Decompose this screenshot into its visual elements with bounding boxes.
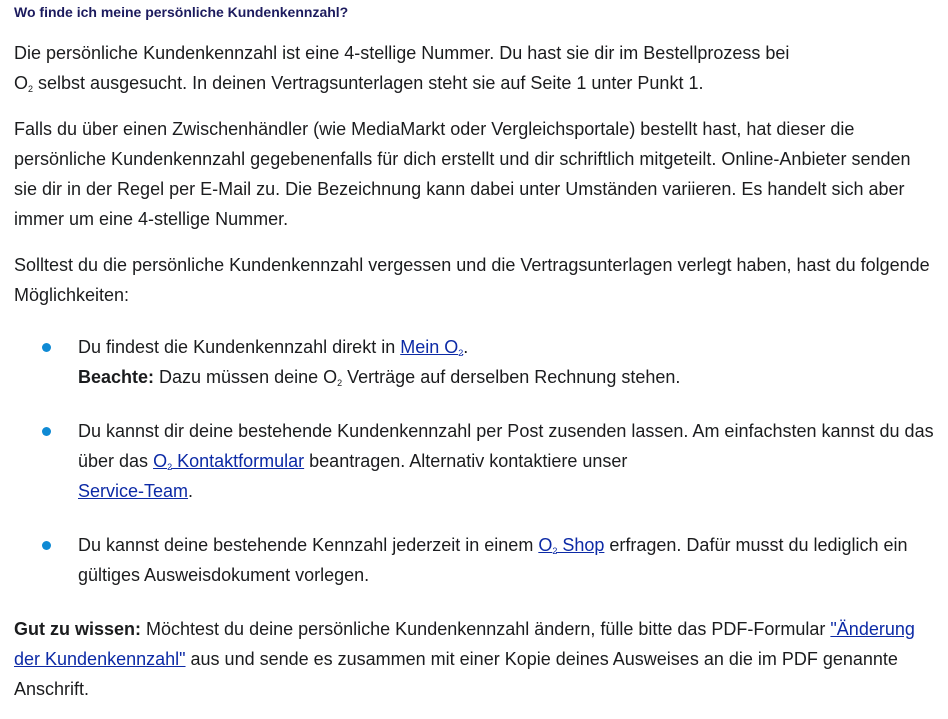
mein-o2-link-text: Mein O (400, 337, 459, 357)
shop-link-rest: Shop (557, 535, 605, 555)
good-to-know-paragraph (14, 614, 934, 704)
good-to-know-text-b: aus und sende es zusammen mit einer Kopie deines Ausweises an die im PDF genannte Anschrift. (14, 649, 898, 699)
option1-note-b: Verträge auf derselben Rechnung stehen. (342, 367, 681, 387)
contact-link-o: O (153, 451, 168, 471)
good-to-know-text-a: Möchtest du deine persönliche Kundenkennzahl ändern, fülle bitte das PDF-Formular (141, 619, 831, 639)
option1-note-a: Dazu müssen deine O (154, 367, 338, 387)
faq-question-heading: Wo finde ich meine persönliche Kundenkennzahl? (14, 4, 349, 20)
intro-text-b: selbst ausgesucht. In deinen Vertragsunterlagen steht sie auf Seite 1 unter Punkt 1. (33, 73, 704, 93)
intro-text-a: Die persönliche Kundenkennzahl ist eine 4-stellige Nummer. Du hast sie dir im Bestellprozess bei (14, 43, 790, 63)
option3-after: erfragen. Dafür musst du lediglich ein gültiges Ausweisdokument vorlegen. (78, 535, 908, 585)
shop-link-o: O (538, 535, 553, 555)
list-item (14, 416, 934, 506)
option1-after: . (463, 337, 469, 357)
contact-link-rest: Kontaktformular (172, 451, 305, 471)
o2-shop-link[interactable] (538, 535, 604, 555)
intro-paragraph (14, 38, 934, 98)
mein-o2-link-sub: 2 (458, 348, 464, 358)
good-to-know-label: Gut zu wissen: (14, 619, 142, 639)
option1-note-label: Beachte: (78, 367, 155, 387)
option1-text: Du findest die Kundenkennzahl direkt in (78, 337, 401, 357)
bullet-icon (42, 541, 51, 550)
options-intro-paragraph: Solltest du die persönliche Kundenkennzahl vergessen und die Vertragsunterlagen verlegt haben, hast du folgende Möglichkeiten: (14, 255, 930, 305)
change-code-pdf-link[interactable]: "Änderung der Kundenkennzahl" (14, 619, 915, 669)
option2-text: Du kannst dir deine bestehende Kundenkennzahl per Post zusenden lassen. Am einfachsten kannst du das über das (78, 421, 934, 471)
option2-after: . (188, 481, 194, 501)
list-item (14, 332, 934, 392)
list-item (14, 530, 934, 590)
shop-link-sub: 2 (552, 546, 558, 556)
reseller-paragraph: Falls du über einen Zwischenhändler (wie MediaMarkt oder Vergleichsportale) bestellt hast, hat dieser die persönliche Kundenkennzahl gegebenenfalls für dich erstellt und dir schriftlich mitgeteilt. Online-Anbieter senden sie dir in der Regel per E-Mail zu. Die Bezeichnung kann dabei unter Umständen variieren. Es handelt sich aber immer um eine 4-stellige Nummer. (14, 119, 911, 229)
option3-text: Du kannst deine bestehende Kennzahl jederzeit in einem (78, 535, 539, 555)
bullet-icon (42, 343, 51, 352)
mein-o2-link[interactable] (400, 337, 463, 357)
intro-o2-text: O (14, 73, 29, 93)
service-team-link[interactable]: Service-Team (78, 481, 189, 501)
o2-contact-form-link[interactable] (153, 451, 304, 471)
contact-link-sub: 2 (167, 462, 173, 472)
options-list (14, 332, 934, 590)
intro-o2-sub: 2 (28, 84, 34, 94)
option2-middle: beantragen. Alternativ kontaktiere unser (304, 451, 628, 471)
option1-note-sub: 2 (337, 378, 343, 388)
bullet-icon (42, 427, 51, 436)
